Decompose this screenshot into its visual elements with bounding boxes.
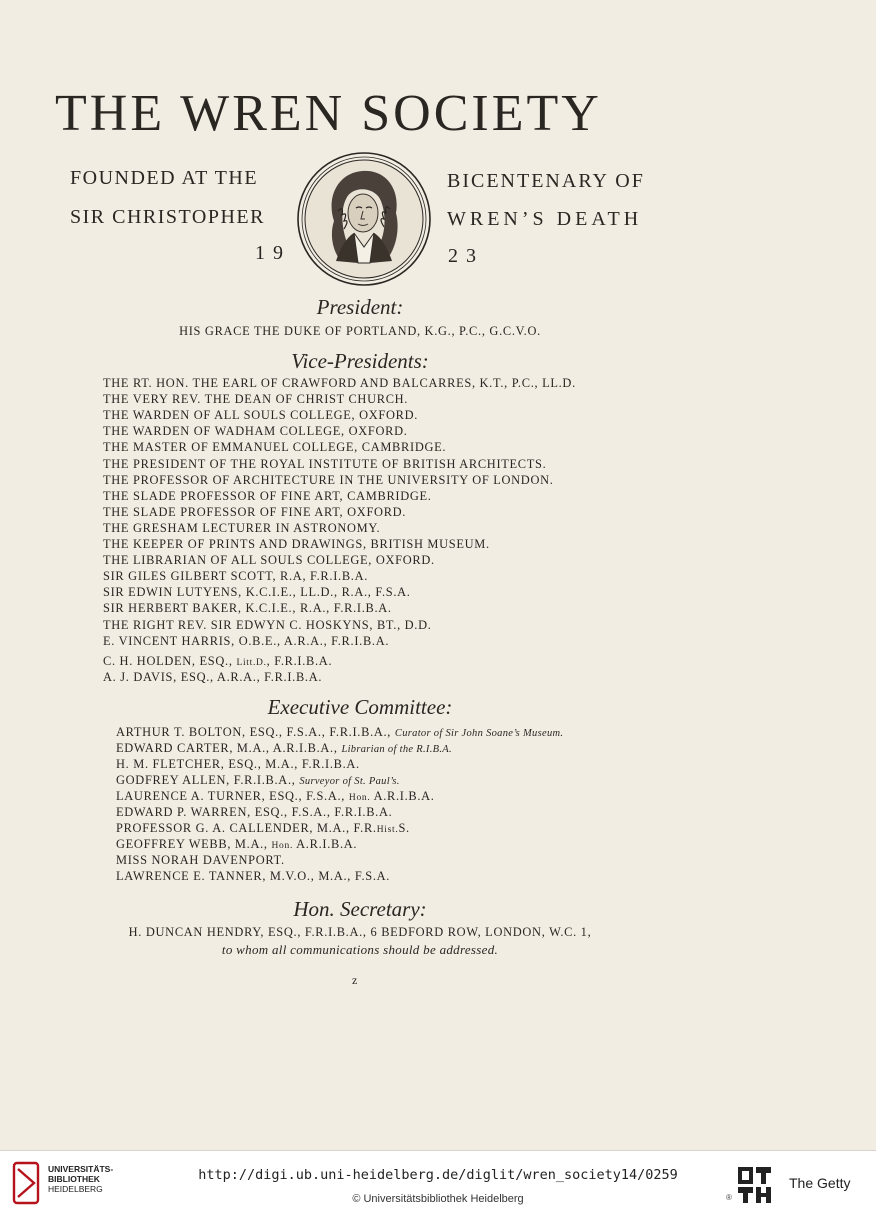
vice-president-item: THE WARDEN OF ALL SOULS COLLEGE, OXFORD. <box>103 408 419 423</box>
committee-member-callender: PROFESSOR G. A. CALLENDER, M.A., F.R.Hist.S. <box>116 821 410 835</box>
committee-member-carter: EDWARD CARTER, M.A., A.R.I.B.A., Librarian of the R.I.B.A. <box>116 741 452 755</box>
committee-member-allen: GODFREY ALLEN, F.R.I.B.A., Surveyor of St. Paul’s. <box>116 773 400 787</box>
secretary-note: to whom all communications should be addressed. <box>221 942 499 957</box>
vice-president-holden: C. H. HOLDEN, ESQ., Litt.D., F.R.I.B.A. <box>103 654 333 668</box>
executive-committee-heading: Executive Committee: <box>267 695 453 719</box>
library-name-line-1: UNIVERSITÄTS- <box>48 1164 114 1174</box>
vice-president-davis: A. J. DAVIS, ESQ., A.R.A., F.R.I.B.A. <box>103 670 323 684</box>
committee-member-warren: EDWARD P. WARREN, ESQ., F.S.A., F.R.I.B.A. <box>116 805 393 819</box>
crest-year-left: 19 <box>255 242 291 264</box>
library-name-line-2: BIBLIOTHEK <box>48 1174 100 1184</box>
president-name: HIS GRACE THE DUKE OF PORTLAND, K.G., P.C., G.C.V.O. <box>179 324 541 338</box>
committee-member-davenport: MISS NORAH DAVENPORT. <box>116 853 285 867</box>
vice-president-item: THE KEEPER OF PRINTS AND DRAWINGS, BRITISH MUSEUM. <box>103 537 490 551</box>
permalink-url[interactable]: http://digi.ub.uni-heidelberg.de/diglit/wren_society14/0259 <box>198 1167 678 1183</box>
president-heading: President: <box>316 295 404 319</box>
library-name-line-3: HEIDELBERG <box>48 1184 103 1194</box>
secretary-heading: Hon. Secretary: <box>293 897 427 921</box>
vice-president-item: THE PROFESSOR OF ARCHITECTURE IN THE UNIVERSITY OF LONDON. <box>103 472 554 487</box>
vice-president-item: THE LIBRARIAN OF ALL SOULS COLLEGE, OXFORD. <box>103 553 435 568</box>
vice-president-item: THE MASTER OF EMMANUEL COLLEGE, CAMBRIDGE. <box>103 440 447 455</box>
vice-presidents-heading: Vice-Presidents: <box>291 349 429 373</box>
crest-left-line-1: FOUNDED AT THE <box>70 167 259 189</box>
vice-president-item: THE SLADE PROFESSOR OF FINE ART, CAMBRIDGE. <box>103 488 432 503</box>
vice-president-item: E. VINCENT HARRIS, O.B.E., A.R.A., F.R.I.B.A. <box>103 633 390 648</box>
getty-logo-icon <box>736 1165 774 1205</box>
committee-member-fletcher: H. M. FLETCHER, ESQ., M.A., F.R.I.B.A. <box>116 757 360 771</box>
committee-member-bolton: ARTHUR T. BOLTON, ESQ., F.S.A., F.R.I.B.A., Curator of Sir John Soane’s Museum. <box>116 725 564 739</box>
vice-president-item: THE RT. HON. THE EARL OF CRAWFORD AND BALCARRES, K.T., P.C., LL.D. <box>103 376 576 390</box>
vice-president-item: THE WARDEN OF WADHAM COLLEGE, OXFORD. <box>103 424 408 439</box>
crest-year-right: 23 <box>448 245 484 267</box>
wren-portrait-medallion <box>296 151 432 287</box>
digitization-footer <box>0 1150 876 1218</box>
crest-right-line-1: BICENTENARY OF <box>447 170 645 192</box>
vice-president-item: THE GRESHAM LECTURER IN ASTRONOMY. <box>103 520 381 535</box>
page-folio: z <box>352 973 358 987</box>
vice-president-item: SIR GILES GILBERT SCOTT, R.A, F.R.I.B.A. <box>103 569 369 584</box>
vice-president-item: THE SLADE PROFESSOR OF FINE ART, OXFORD. <box>103 504 407 519</box>
committee-member-tanner: LAWRENCE E. TANNER, M.V.O., M.A., F.S.A. <box>116 869 391 883</box>
registered-mark: ® <box>726 1193 732 1202</box>
committee-member-webb: GEOFFREY WEBB, M.A., Hon. A.R.I.B.A. <box>116 837 358 851</box>
vice-president-item: SIR HERBERT BAKER, K.C.I.E., R.A., F.R.I.B.A. <box>103 601 392 616</box>
vice-president-item: THE PRESIDENT OF THE ROYAL INSTITUTE OF BRITISH ARCHITECTS. <box>103 456 547 471</box>
vice-president-item: SIR EDWIN LUTYENS, K.C.I.E., LL.D., R.A., F.S.A. <box>103 585 411 600</box>
secretary-address: H. DUNCAN HENDRY, ESQ., F.R.I.B.A., 6 BEDFORD ROW, LONDON, W.C. 1, <box>128 925 592 939</box>
getty-label: The Getty <box>789 1175 851 1191</box>
crest-right-line-2: WREN’S DEATH <box>447 208 643 230</box>
committee-member-turner: LAURENCE A. TURNER, ESQ., F.S.A., Hon. A.R.I.B.A. <box>116 789 435 803</box>
crest-left-line-2: SIR CHRISTOPHER <box>70 206 265 228</box>
vice-president-item: THE RIGHT REV. SIR EDWYN C. HOSKYNS, BT., D.D. <box>103 617 432 632</box>
copyright-notice: © Universitätsbibliothek Heidelberg <box>352 1193 524 1205</box>
society-title: THE WREN SOCIETY <box>55 85 602 142</box>
vice-president-item: THE VERY REV. THE DEAN OF CHRIST CHURCH. <box>103 392 409 407</box>
